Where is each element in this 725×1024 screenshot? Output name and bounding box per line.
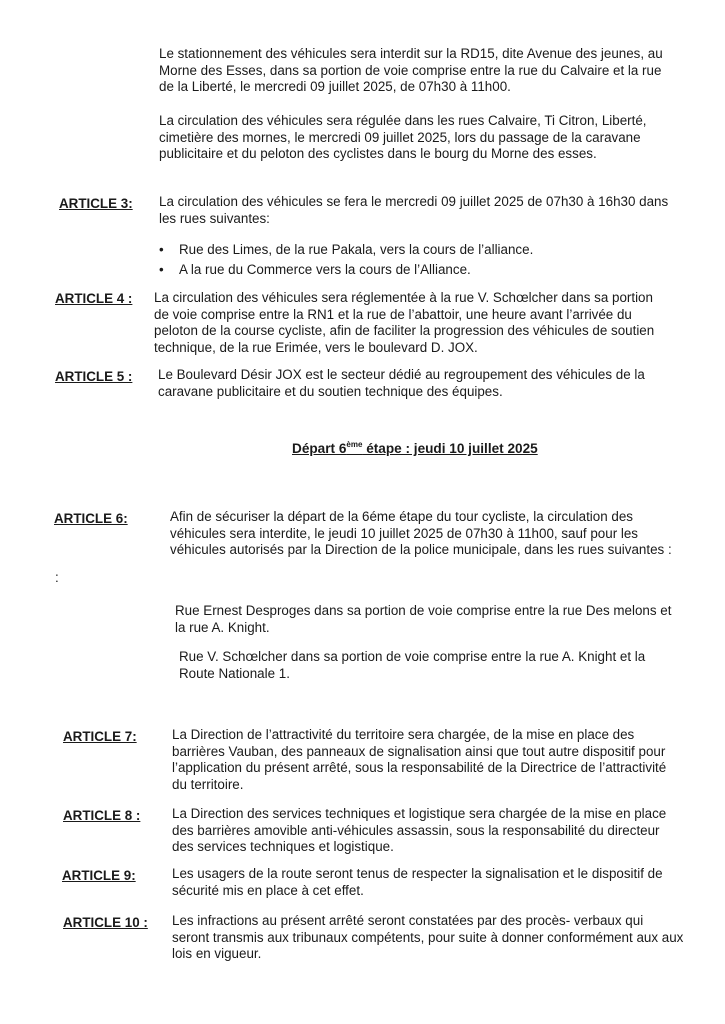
article-10-label: ARTICLE 10 : [63,915,148,930]
article-6-text: Afin de sécuriser la départ de la 6éme étape du tour cycliste, la circulation des véhicules sera interdite, le jeudi 10 juillet 2025 de 07h30 à 11h00, sauf pour les véhicules autorisés par la Direction de la police municipale, dans les rues suivantes : [170,509,672,558]
article-8-label: ARTICLE 8 : [63,808,141,823]
article-8-text: La Direction des services techniques et logistique sera chargée de la mise en place des barrières amovible anti-véhicules assassin, sous la responsabilité du directeur des services techniques et logistique. [172,806,667,855]
article-5-label: ARTICLE 5 : [55,369,133,384]
article-10-text: Les infractions au présent arrêté seront constatées par des procès- verbaux qui seront transmis aux tribunaux compétents, pour suite à donner conformément aux aux lois en vigueur. [172,913,684,962]
article-3-text: La circulation des véhicules se fera le mercredi 09 juillet 2025 de 07h30 à 16h30 dans les rues suivantes: [159,194,669,226]
article-3-bullet-list [159,242,679,281]
section-heading-depart: Départ 6ème étape : jeudi 10 juillet 2025 [292,440,538,456]
article-4-label: ARTICLE 4 : [55,291,133,306]
article-7-text: La Direction de l’attractivité du territoire sera chargée, de la mise en place des barrières Vauban, des panneaux de signalisation ainsi que tout autre dispositif pour l’application du présent arrêté, sous la responsabilité de la Directrice de l’attractivité du territoire. [172,727,667,792]
intro-paragraph-circulation: La circulation des véhicules sera régulée dans les rues Calvaire, Ti Citron, Liberté, cimetière des mornes, le mercredi 09 juillet 2025, lors du passage de la caravane publicitaire et du peloton des cyclistes dans le bourg du Morne des esses. [159,113,647,162]
list-item: • Rue des Limes, de la rue Pakala, vers la cours de l’alliance. [159,242,679,259]
article-6-street-ernest-desproges: Rue Ernest Desproges dans sa portion de voie comprise entre la rue Des melons et la rue A. Knight. [175,603,672,635]
intro-paragraph-parking: Le stationnement des véhicules sera interdit sur la RD15, dite Avenue des jeunes, au Morne des Esses, dans sa portion de voie comprise entre la rue du Calvaire et la rue de la Liberté, le mercredi 09 juillet 2025, de 07h30 à 11h00. [159,46,663,95]
article-6-street-schoelcher: Rue V. Schœlcher dans sa portion de voie comprise entre la rue A. Knight et la Route Nationale 1. [179,649,646,681]
article-7-label: ARTICLE 7: [63,729,137,744]
article-5-text: Le Boulevard Désir JOX est le secteur dédié au regroupement des véhicules de la caravane publicitaire et du soutien technique des équipes. [158,367,645,399]
article-9-label: ARTICLE 9: [62,868,136,883]
article-9-text: Les usagers de la route seront tenus de respecter la signalisation et le dispositif de sécurité mis en place à cet effet. [172,866,663,898]
article-4-text: La circulation des véhicules sera réglementée à la rue V. Schœlcher dans sa portion de voie comprise entre la RN1 et la rue de l’abattoir, une heure avant l’arrivée du peloton de la course cycliste, afin de faciliter la progression des véhicules de soutien technique, de la rue Erimée, vers le boulevard D. JOX. [154,290,655,355]
article-6-label: ARTICLE 6: [54,511,128,526]
stray-colon: : [55,570,59,585]
list-item: • A la rue du Commerce vers la cours de l’Alliance. [159,262,679,279]
article-3-label: ARTICLE 3: [59,196,133,211]
